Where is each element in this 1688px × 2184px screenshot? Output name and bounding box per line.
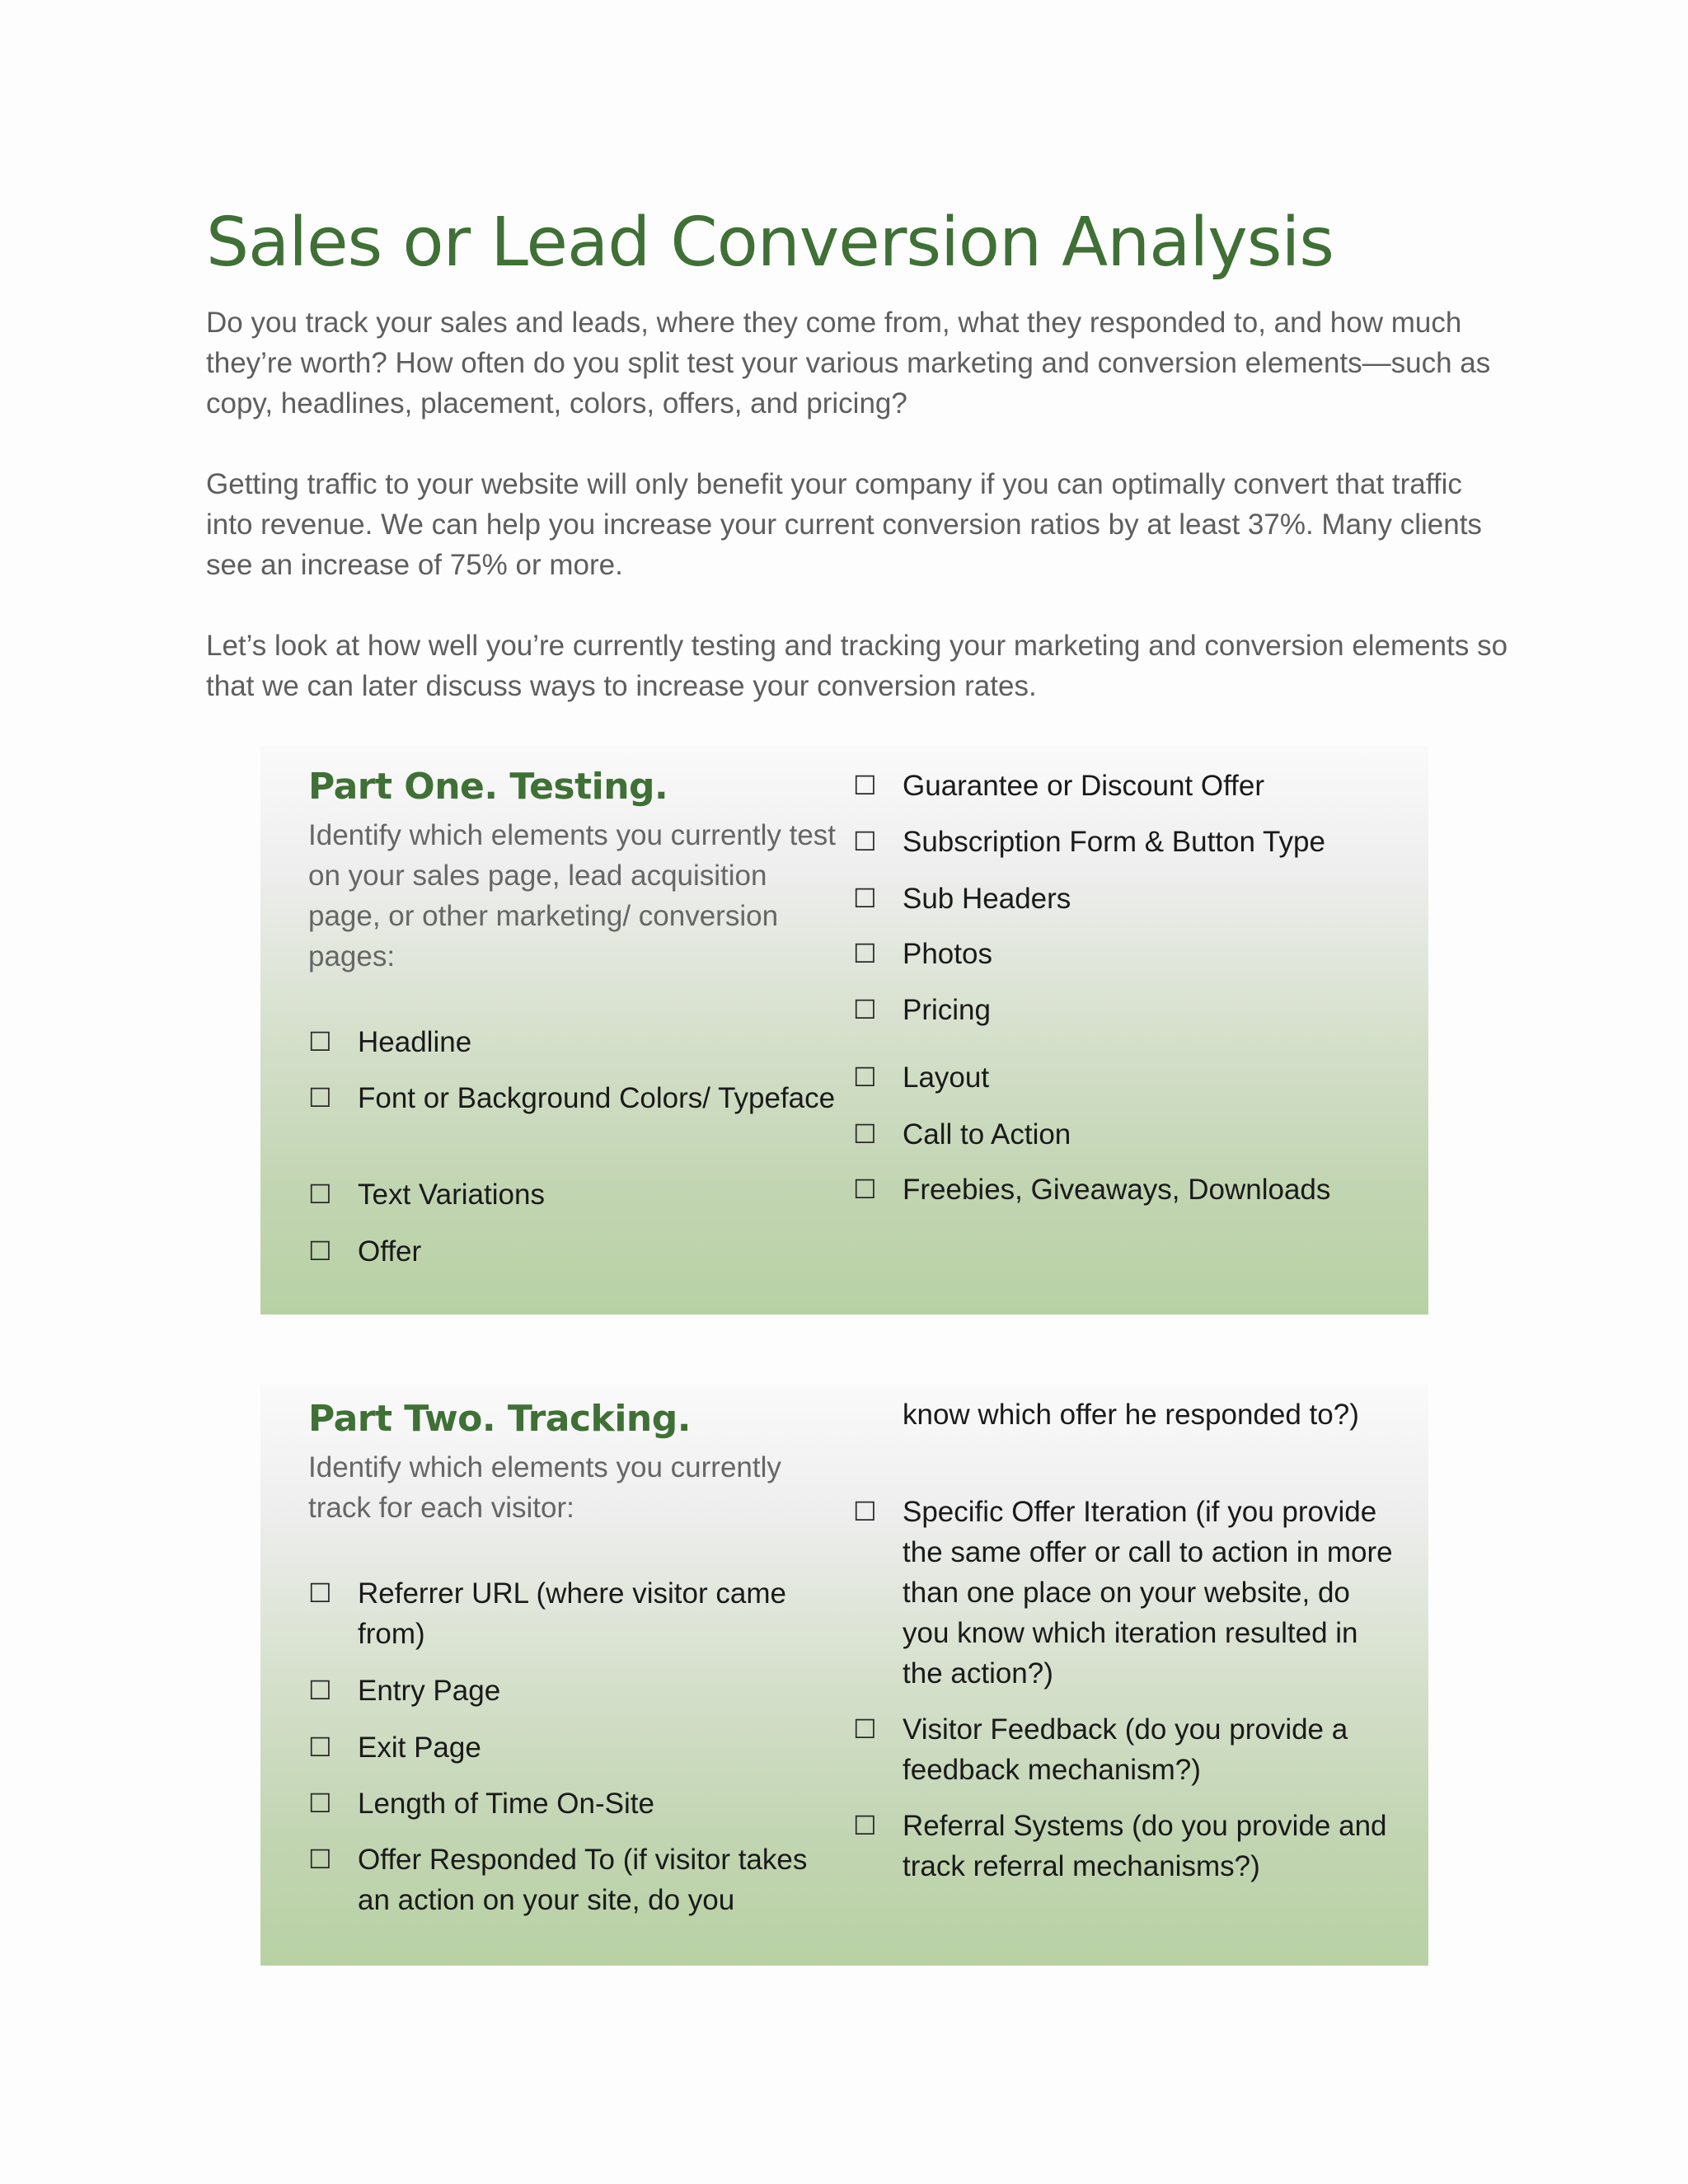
checkbox-label: Freebies, Giveaways, Downloads [903,1174,1331,1206]
checkbox-label: Pricing [903,994,991,1026]
checkbox-call-to-action[interactable] [853,1114,1397,1155]
checkbox-icon[interactable]: ☐ [853,1174,877,1204]
intro-paragraph-1: Do you track your sales and leads, where they come from, what they responded to, and how much they’re worth? How often do you split test your various marketing and conversion elements—such as copy, headlines, placement, colors, offers, and pricing? [206,307,1491,419]
checkbox-text-variations[interactable] [308,1174,836,1215]
checkbox-icon[interactable]: ☐ [853,883,877,913]
part-one-description: Identify which elements you currently test on your sales page, lead acquisition page, or other marketing/ conversion pages: [308,819,837,972]
checkbox-referrer-url[interactable] [308,1573,836,1654]
checkbox-icon[interactable]: ☐ [308,1179,332,1209]
offer-responded-continuation: know which offer he responded to?) [903,1399,1359,1431]
checkbox-offer[interactable] [308,1231,836,1272]
checkbox-label: Text Variations [358,1179,545,1211]
checkbox-specific-offer-iteration[interactable] [853,1492,1397,1694]
checkbox-label: Font or Background Colors/ Typeface [358,1082,836,1114]
checkbox-label: Call to Action [903,1118,1071,1151]
checkbox-headline[interactable] [308,1022,836,1062]
checkbox-icon[interactable]: ☐ [853,1811,877,1840]
checkbox-offer-responded[interactable] [308,1840,836,1920]
checkbox-icon[interactable]: ☐ [853,827,877,856]
checkbox-label: Layout [903,1062,990,1094]
intro-paragraph-2: Getting traffic to your website will only benefit your company if you can optimally convert that traffic into revenue. We can help you increase your current conversion ratios by at least 37%. Many clients see an increase of 75% or more. [206,468,1482,581]
checkbox-time-on-site[interactable] [308,1783,836,1824]
checkbox-label: Sub Headers [903,883,1071,915]
checkbox-icon[interactable]: ☐ [308,1083,332,1113]
checkbox-label: Entry Page [358,1675,501,1707]
checkbox-icon[interactable]: ☐ [853,771,877,800]
checkbox-exit-page[interactable] [308,1727,836,1768]
checkbox-photos[interactable] [853,934,1397,974]
checkbox-icon[interactable]: ☐ [308,1844,332,1874]
checkbox-subscription-form[interactable] [853,822,1397,862]
checkbox-label: Exit Page [358,1732,481,1764]
checkbox-icon[interactable]: ☐ [853,995,877,1024]
checkbox-label: Referrer URL (where visitor came from) [358,1577,786,1650]
checkbox-label: Specific Offer Iteration (if you provide the same offer or call to action in more than one place on your website, do you know which iteration resulted in the action?) [903,1496,1393,1690]
checkbox-label: Offer Responded To (if visitor takes an action on your site, do you [358,1844,808,1916]
checkbox-label: Guarantee or Discount Offer [903,770,1265,802]
checkbox-pricing[interactable] [853,990,1397,1030]
checkbox-label: Visitor Feedback (do you provide a feedback mechanism?) [903,1713,1348,1786]
checkbox-label: Offer [358,1235,422,1268]
checkbox-layout[interactable] [853,1057,1397,1098]
checkbox-referral-systems[interactable] [853,1806,1397,1886]
page-title: Sales or Lead Conversion Analysis [206,204,1334,282]
checkbox-label: Headline [358,1026,472,1058]
checkbox-icon[interactable]: ☐ [853,1119,877,1149]
checkbox-icon[interactable]: ☐ [853,1497,877,1526]
checkbox-icon[interactable]: ☐ [308,1732,332,1762]
part-two-description: Identify which elements you currently track for each visitor: [308,1451,781,1524]
checkbox-icon[interactable]: ☐ [308,1675,332,1705]
checkbox-label: Length of Time On-Site [358,1788,654,1820]
checkbox-visitor-feedback[interactable] [853,1709,1397,1790]
checkbox-label: Photos [903,938,992,970]
checkbox-icon[interactable]: ☐ [853,1062,877,1092]
checkbox-icon[interactable]: ☐ [308,1027,332,1057]
checkbox-guarantee[interactable] [853,766,1397,806]
checkbox-font-colors[interactable] [308,1078,836,1118]
checkbox-icon[interactable]: ☐ [308,1788,332,1818]
checkbox-entry-page[interactable] [308,1671,836,1711]
intro-paragraph-3: Let’s look at how well you’re currently testing and tracking your marketing and conversion elements so that we can later discuss ways to increase your conversion rates. [206,630,1508,702]
checkbox-icon[interactable]: ☐ [308,1578,332,1608]
part-one-heading: Part One. Testing. [308,766,668,808]
checkbox-icon[interactable]: ☐ [853,1714,877,1744]
checkbox-label: Referral Systems (do you provide and track referral mechanisms?) [903,1810,1387,1882]
checkbox-icon[interactable]: ☐ [853,939,877,968]
checkbox-freebies[interactable] [853,1169,1397,1210]
part-two-heading: Part Two. Tracking. [308,1398,691,1440]
checkbox-label: Subscription Form & Button Type [903,826,1325,858]
checkbox-icon[interactable]: ☐ [308,1236,332,1266]
checkbox-sub-headers[interactable] [853,879,1397,919]
